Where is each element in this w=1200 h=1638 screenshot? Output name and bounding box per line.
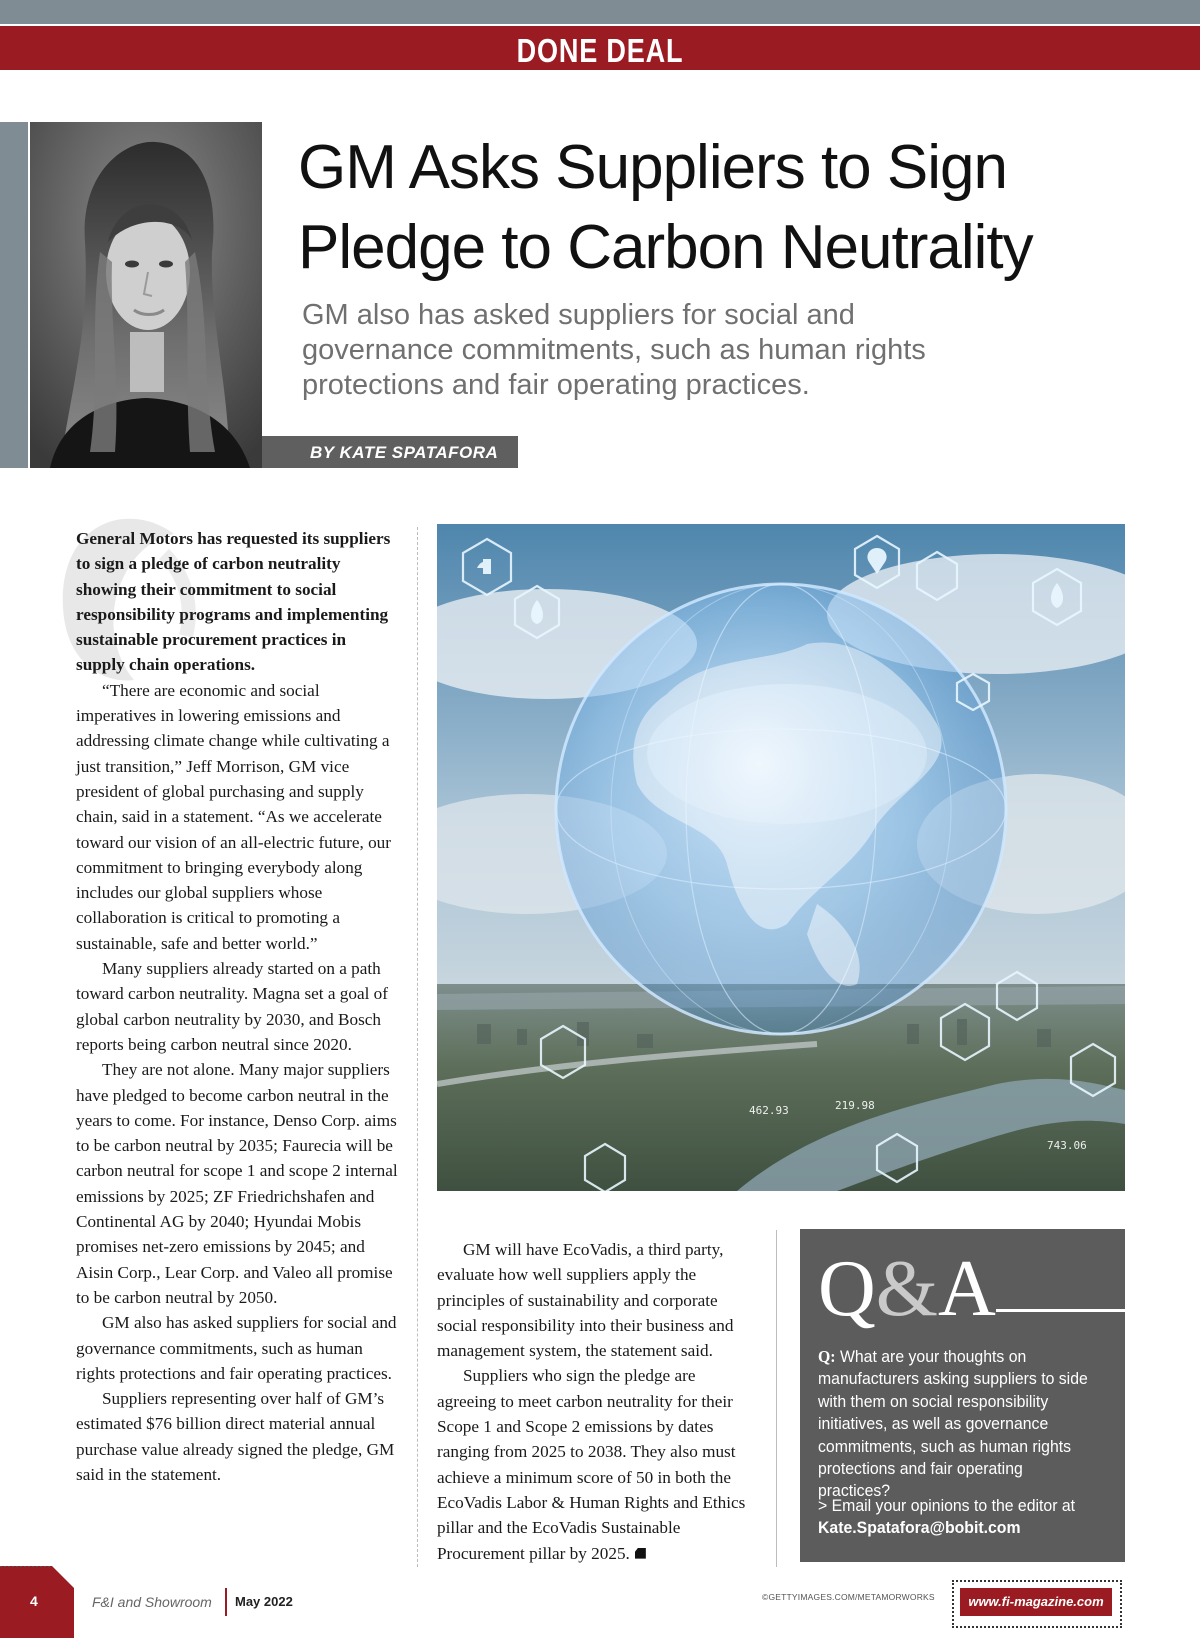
body-paragraph: Many suppliers already started on a path toward carbon neutrality. Magna set a goal of global carbon neutrality by 2030, and Bosch reports being carbon neutral since 2020. bbox=[76, 959, 388, 1054]
section-label: DONE DEAL bbox=[516, 32, 684, 69]
top-gray-strip bbox=[0, 0, 1200, 24]
body-paragraph: They are not alone. Many major suppliers have pledged to become carbon neutral in the years to come. For instance, Denso Corp. aims to be carbon neutral by 2035; Faurecia will be carbon neutral for scope 1 and scope 2 internal emissions by 2025; ZF Friedrichshafen and Continental AG by 2040; Hyundai Mobis promises net-zero emissions by 2045; and Aisin Corp., Lear Corp. and Valeo all promise to be carbon neutral by 2050. bbox=[76, 1060, 398, 1307]
body-paragraph: GM also has asked suppliers for social and governance commitments, such as human rights protections and fair operating practices. bbox=[76, 1313, 397, 1383]
qa-title bbox=[818, 1245, 996, 1333]
byline-bar bbox=[262, 436, 518, 468]
gray-accent-bar bbox=[0, 122, 28, 468]
article-column-2 bbox=[437, 1237, 757, 1566]
body-paragraph-text: Suppliers who sign the pledge are agreeing to meet carbon neutrality for their Scope 1 and Scope 2 emissions by dates ranging from 2025 to 2038. They also must achieve a minimum score of 50 in both the EcoVadis Labor & Human Rights and Ethics pillar and the EcoVadis Sustainable Procurement pillar by 2025. bbox=[437, 1366, 746, 1563]
column-divider bbox=[417, 527, 418, 1567]
article-deck: GM also has asked suppliers for social and governance commitments, such as human rights protections and fair operating practices. bbox=[302, 299, 926, 401]
readout-1: 462.93 bbox=[749, 1104, 789, 1117]
article-column-1 bbox=[76, 526, 398, 1487]
issue-date: May 2022 bbox=[235, 1594, 293, 1609]
hero-image bbox=[437, 524, 1125, 1191]
readout-3: 743.06 bbox=[1047, 1139, 1087, 1152]
editor-email-link[interactable]: Kate.Spatafora@bobit.com bbox=[818, 1518, 1021, 1538]
qa-title-amp: & bbox=[875, 1245, 939, 1333]
qa-box bbox=[800, 1229, 1125, 1562]
byline-text: BY KATE SPATAFORA bbox=[310, 443, 499, 462]
column-divider bbox=[776, 1230, 777, 1567]
end-mark-icon bbox=[635, 1548, 646, 1559]
globe-city-illustration bbox=[437, 524, 1125, 1191]
readout-2: 219.98 bbox=[835, 1099, 875, 1112]
qa-question bbox=[818, 1346, 1095, 1503]
portrait-illustration bbox=[30, 122, 262, 468]
publication-name: F&I and Showroom bbox=[92, 1594, 212, 1610]
body-paragraph: Suppliers representing over half of GM’s estimated $76 billion direct material annual purchase value already signed the pledge, GM said in the statement. bbox=[76, 1389, 395, 1484]
website-badge[interactable] bbox=[960, 1588, 1112, 1616]
image-credit: ©GETTYIMAGES.COM/METAMORWORKS bbox=[762, 1592, 935, 1602]
author-photo bbox=[30, 122, 262, 468]
qa-title-a: A bbox=[938, 1245, 996, 1333]
body-paragraph: “There are economic and social imperatives in lowering emissions and addressing climate change while cultivating a just transition,” Jeff Morrison, GM vice president of global purchasing and supply chain, said in a statement. “As we accelerate toward our vision of an all-electric future, our commitment to bringing everybody along includes our global suppliers whose collaboration is critical to promoting a sustainable, safe and better world.” bbox=[76, 680, 391, 953]
page-number: 4 bbox=[30, 1593, 38, 1609]
qa-email-prompt bbox=[818, 1495, 1097, 1540]
article-headline: GM Asks Suppliers to Sign Pledge to Carbon Neutrality bbox=[298, 133, 1033, 282]
qa-title-q: Q bbox=[818, 1245, 876, 1333]
qa-question-text: What are your thoughts on manufacturers asking suppliers to side with them on social responsibility initiatives, as well as governance commitments, such as human rights protections and fair operating practices? bbox=[818, 1347, 1088, 1501]
body-paragraph: GM will have EcoVadis, a third party, evaluate how well suppliers apply the principles of sustainability and corporate social responsibility into their business and management system, the statement said. bbox=[437, 1240, 734, 1361]
website-url[interactable]: www.fi-magazine.com bbox=[968, 1594, 1104, 1609]
footer-separator bbox=[225, 1588, 227, 1616]
lead-paragraph: General Motors has requested its suppliers to sign a pledge of carbon neutrality showing their commitment to social responsibility programs and implementing sustainable procurement practices in supply chain operations. bbox=[76, 529, 391, 675]
body-paragraph bbox=[437, 1363, 757, 1565]
section-banner bbox=[0, 26, 1200, 70]
qa-question-prefix: Q: bbox=[818, 1347, 836, 1366]
qa-email-prompt-text: > Email your opinions to the editor at bbox=[818, 1496, 1076, 1515]
qa-underline bbox=[996, 1309, 1125, 1312]
